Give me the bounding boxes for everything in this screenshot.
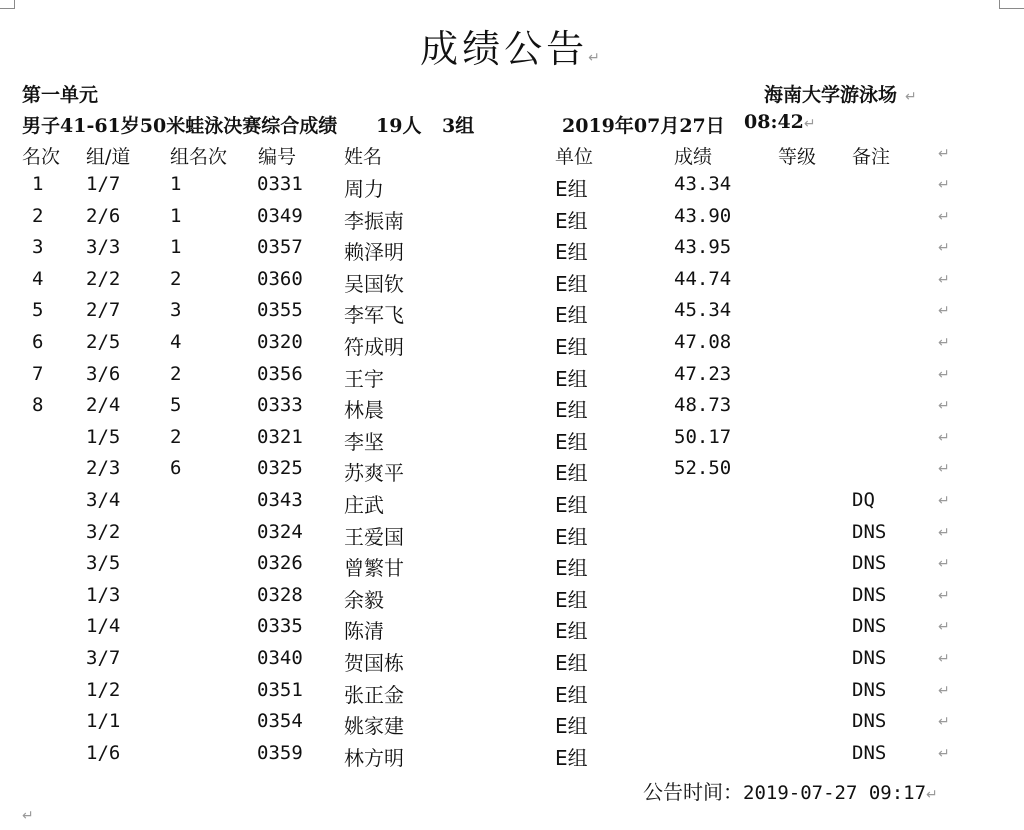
cell-group-rank: 6 bbox=[170, 457, 182, 480]
cell-score: 45.34 bbox=[674, 299, 732, 322]
cell-lane: 3/5 bbox=[86, 552, 121, 575]
paragraph-mark-icon: ↵ bbox=[938, 714, 950, 731]
table-row bbox=[0, 647, 1024, 679]
event-date: 2019年07月27日 bbox=[562, 115, 725, 137]
cell-name: 余毅 bbox=[344, 587, 384, 612]
cell-rank: 8 bbox=[32, 394, 44, 417]
col-header-score: 成绩 bbox=[674, 146, 713, 168]
page-title bbox=[0, 18, 1024, 73]
cell-name: 张正金 bbox=[344, 682, 404, 707]
cell-rank: 6 bbox=[32, 331, 44, 353]
col-header-lane: 组/道 bbox=[86, 146, 131, 168]
cell-note: DQ bbox=[852, 489, 875, 511]
cell-unit: E组 bbox=[555, 493, 588, 517]
table-row bbox=[0, 205, 1024, 237]
cell-id: 0356 bbox=[257, 362, 303, 385]
cell-unit: E组 bbox=[555, 651, 588, 675]
cell-name: 贺国栋 bbox=[344, 651, 404, 675]
cell-id: 0325 bbox=[257, 457, 303, 480]
cell-note: DNS bbox=[852, 615, 887, 638]
table-row bbox=[0, 394, 1024, 426]
cell-name: 王宇 bbox=[344, 366, 384, 391]
cell-group-rank: 1 bbox=[170, 236, 182, 259]
cell-id: 0357 bbox=[257, 236, 303, 259]
paragraph-mark-icon: ↵ bbox=[938, 524, 950, 541]
cell-id: 0333 bbox=[257, 394, 303, 417]
paragraph-mark-icon: ↵ bbox=[938, 398, 950, 415]
cell-lane: 3/7 bbox=[86, 647, 121, 669]
paragraph-mark-icon: ↵ bbox=[938, 240, 950, 257]
announcement-time-label: 公告时间： bbox=[643, 780, 743, 804]
cell-name: 林晨 bbox=[344, 398, 384, 423]
cell-id: 0321 bbox=[257, 425, 303, 448]
cell-id: 0335 bbox=[257, 615, 303, 638]
cell-note: DNS bbox=[852, 552, 887, 575]
table-row bbox=[0, 742, 1024, 774]
cell-score: 47.23 bbox=[674, 362, 732, 385]
cell-note: DNS bbox=[852, 678, 887, 701]
table-row bbox=[0, 236, 1024, 268]
cell-unit: E组 bbox=[555, 524, 588, 549]
cell-lane: 1/5 bbox=[86, 425, 121, 448]
cell-lane: 1/2 bbox=[86, 678, 121, 701]
cell-lane: 3/3 bbox=[86, 236, 121, 259]
cell-name: 王爱国 bbox=[344, 524, 404, 549]
cell-lane: 2/3 bbox=[86, 457, 121, 480]
paragraph-mark-icon: ↵ bbox=[588, 50, 604, 66]
event-title: 男子41-61岁50米蛙泳决赛综合成绩 bbox=[22, 115, 338, 137]
cell-unit: E组 bbox=[555, 177, 588, 201]
cell-id: 0331 bbox=[257, 173, 303, 195]
table-row bbox=[0, 299, 1024, 331]
cell-id: 0328 bbox=[257, 583, 303, 606]
cell-unit: E组 bbox=[555, 271, 588, 296]
col-header-rank: 名次 bbox=[22, 146, 61, 168]
unit-label: 第一单元 bbox=[22, 84, 99, 106]
announcement-time bbox=[643, 776, 938, 805]
paragraph-mark-icon: ↵ bbox=[938, 651, 950, 667]
cell-lane: 2/2 bbox=[86, 267, 121, 290]
table-row bbox=[0, 615, 1024, 647]
cell-score: 48.73 bbox=[674, 394, 732, 417]
cell-rank: 5 bbox=[32, 299, 44, 322]
cell-lane: 2/6 bbox=[86, 204, 121, 227]
cell-name: 吴国钦 bbox=[344, 271, 404, 296]
cell-id: 0351 bbox=[257, 678, 303, 701]
cell-rank: 7 bbox=[32, 362, 44, 385]
cell-group-rank: 4 bbox=[170, 331, 182, 353]
cell-id: 0326 bbox=[257, 552, 303, 575]
venue bbox=[764, 80, 917, 107]
cell-id: 0354 bbox=[257, 710, 303, 733]
cell-unit: E组 bbox=[555, 556, 588, 581]
table-row bbox=[0, 268, 1024, 300]
cell-name: 李军飞 bbox=[344, 303, 404, 328]
paragraph-mark-icon: ↵ bbox=[938, 177, 950, 193]
cell-name: 李坚 bbox=[344, 429, 384, 454]
cell-group-rank: 2 bbox=[170, 425, 182, 448]
paragraph-mark-icon: ↵ bbox=[926, 787, 938, 803]
cell-id: 0343 bbox=[257, 489, 303, 511]
table-row bbox=[0, 552, 1024, 584]
cell-name: 李振南 bbox=[344, 208, 404, 233]
table-row bbox=[0, 457, 1024, 489]
table-row bbox=[0, 173, 1024, 205]
cell-group-rank: 2 bbox=[170, 362, 182, 385]
paragraph-mark-icon: ↵ bbox=[803, 116, 816, 132]
cell-unit: E组 bbox=[555, 240, 588, 265]
table-row bbox=[0, 426, 1024, 458]
venue-text: 海南大学游泳场 bbox=[764, 84, 898, 106]
cell-unit: E组 bbox=[555, 429, 588, 454]
table-header bbox=[0, 142, 1024, 174]
cell-name: 陈清 bbox=[344, 619, 384, 644]
table-row bbox=[0, 521, 1024, 553]
table-row bbox=[0, 679, 1024, 711]
cell-unit: E组 bbox=[555, 208, 588, 233]
cell-lane: 1/7 bbox=[86, 173, 121, 195]
cell-lane: 3/6 bbox=[86, 362, 121, 385]
col-header-level: 等级 bbox=[778, 146, 817, 168]
cell-lane: 2/4 bbox=[86, 394, 121, 417]
paragraph-mark-icon: ↵ bbox=[938, 303, 950, 320]
cell-unit: E组 bbox=[555, 461, 588, 486]
col-header-note: 备注 bbox=[852, 146, 891, 168]
cell-note: DNS bbox=[852, 741, 887, 764]
paragraph-mark-icon: ↵ bbox=[938, 619, 950, 636]
cell-unit: E组 bbox=[555, 303, 588, 328]
table-row bbox=[0, 584, 1024, 616]
cell-group-rank: 1 bbox=[170, 173, 182, 195]
cell-unit: E组 bbox=[555, 682, 588, 707]
cell-rank: 3 bbox=[32, 236, 44, 259]
cell-lane: 2/5 bbox=[86, 331, 121, 353]
cell-id: 0349 bbox=[257, 204, 303, 227]
col-header-id: 编号 bbox=[258, 146, 297, 168]
cell-lane: 1/4 bbox=[86, 615, 121, 638]
cell-score: 52.50 bbox=[674, 457, 732, 480]
cell-rank: 2 bbox=[32, 204, 44, 227]
cell-unit: E组 bbox=[555, 587, 588, 612]
table-row bbox=[0, 331, 1024, 363]
cell-unit: E组 bbox=[555, 398, 588, 423]
cell-score: 47.08 bbox=[674, 331, 732, 353]
title-text: 成绩公告 bbox=[420, 27, 589, 71]
paragraph-mark-icon: ↵ bbox=[938, 146, 950, 162]
cell-name: 林方明 bbox=[344, 745, 404, 770]
cell-group-rank: 2 bbox=[170, 267, 182, 290]
cell-lane: 1/3 bbox=[86, 583, 121, 606]
paragraph-mark-icon: ↵ bbox=[938, 271, 950, 288]
table-row bbox=[0, 489, 1024, 521]
cell-id: 0355 bbox=[257, 299, 303, 322]
cell-name: 苏爽平 bbox=[344, 461, 404, 486]
participant-count: 19人 bbox=[376, 115, 422, 137]
cell-score: 43.34 bbox=[674, 173, 732, 195]
cell-id: 0360 bbox=[257, 267, 303, 290]
paragraph-mark-icon: ↵ bbox=[938, 745, 950, 762]
event-time bbox=[744, 111, 816, 133]
cell-unit: E组 bbox=[555, 745, 588, 770]
cell-score: 43.95 bbox=[674, 236, 732, 259]
paragraph-mark-icon: ↵ bbox=[905, 89, 917, 105]
cell-name: 赖泽明 bbox=[344, 240, 404, 265]
cell-id: 0340 bbox=[257, 647, 303, 669]
cell-lane: 1/1 bbox=[86, 710, 121, 733]
cell-group-rank: 1 bbox=[170, 204, 182, 227]
cell-note: DNS bbox=[852, 647, 887, 669]
announcement-time-value: 2019-07-27 09:17 bbox=[743, 782, 927, 804]
paragraph-mark-icon: ↵ bbox=[938, 429, 950, 446]
cell-name: 符成明 bbox=[344, 335, 404, 359]
cell-group-rank: 3 bbox=[170, 299, 182, 322]
col-header-name: 姓名 bbox=[344, 146, 383, 168]
paragraph-mark-icon: ↵ bbox=[938, 366, 950, 383]
cell-unit: E组 bbox=[555, 714, 588, 739]
paragraph-mark-icon: ↵ bbox=[938, 461, 950, 478]
cell-unit: E组 bbox=[555, 335, 588, 359]
cell-name: 曾繁甘 bbox=[344, 556, 404, 581]
table-row bbox=[0, 710, 1024, 742]
paragraph-mark-icon: ↵ bbox=[938, 208, 950, 225]
cell-rank: 1 bbox=[32, 173, 44, 195]
col-header-group-rank: 组名次 bbox=[170, 146, 228, 168]
cell-score: 43.90 bbox=[674, 204, 732, 227]
cell-note: DNS bbox=[852, 710, 887, 733]
cell-score: 44.74 bbox=[674, 267, 732, 290]
cell-lane: 1/6 bbox=[86, 741, 121, 764]
cell-note: DNS bbox=[852, 520, 887, 543]
cell-name: 庄武 bbox=[344, 493, 384, 517]
paragraph-mark-icon: ↵ bbox=[938, 587, 950, 604]
cell-id: 0359 bbox=[257, 741, 303, 764]
cell-id: 0324 bbox=[257, 520, 303, 543]
cell-name: 周力 bbox=[344, 177, 384, 201]
cell-id: 0320 bbox=[257, 331, 303, 353]
cell-rank: 4 bbox=[32, 267, 44, 290]
paragraph-mark-icon: ↵ bbox=[22, 808, 34, 824]
cell-lane: 2/7 bbox=[86, 299, 121, 322]
paragraph-mark-icon: ↵ bbox=[938, 493, 950, 509]
cell-unit: E组 bbox=[555, 619, 588, 644]
paragraph-mark-icon: ↵ bbox=[938, 335, 950, 351]
cell-note: DNS bbox=[852, 583, 887, 606]
cell-unit: E组 bbox=[555, 366, 588, 391]
paragraph-mark-icon: ↵ bbox=[938, 556, 950, 573]
group-count: 3组 bbox=[442, 115, 475, 137]
col-header-unit: 单位 bbox=[555, 146, 594, 168]
cell-name: 姚家建 bbox=[344, 714, 404, 739]
cell-lane: 3/2 bbox=[86, 520, 121, 543]
cell-group-rank: 5 bbox=[170, 394, 182, 417]
table-row bbox=[0, 363, 1024, 395]
crop-mark-top-right bbox=[999, 0, 1024, 9]
cell-lane: 3/4 bbox=[86, 489, 121, 511]
paragraph-mark-icon: ↵ bbox=[938, 682, 950, 699]
cell-score: 50.17 bbox=[674, 425, 732, 448]
event-time-text: 08:42 bbox=[744, 111, 804, 133]
crop-mark-top-left bbox=[0, 0, 15, 9]
